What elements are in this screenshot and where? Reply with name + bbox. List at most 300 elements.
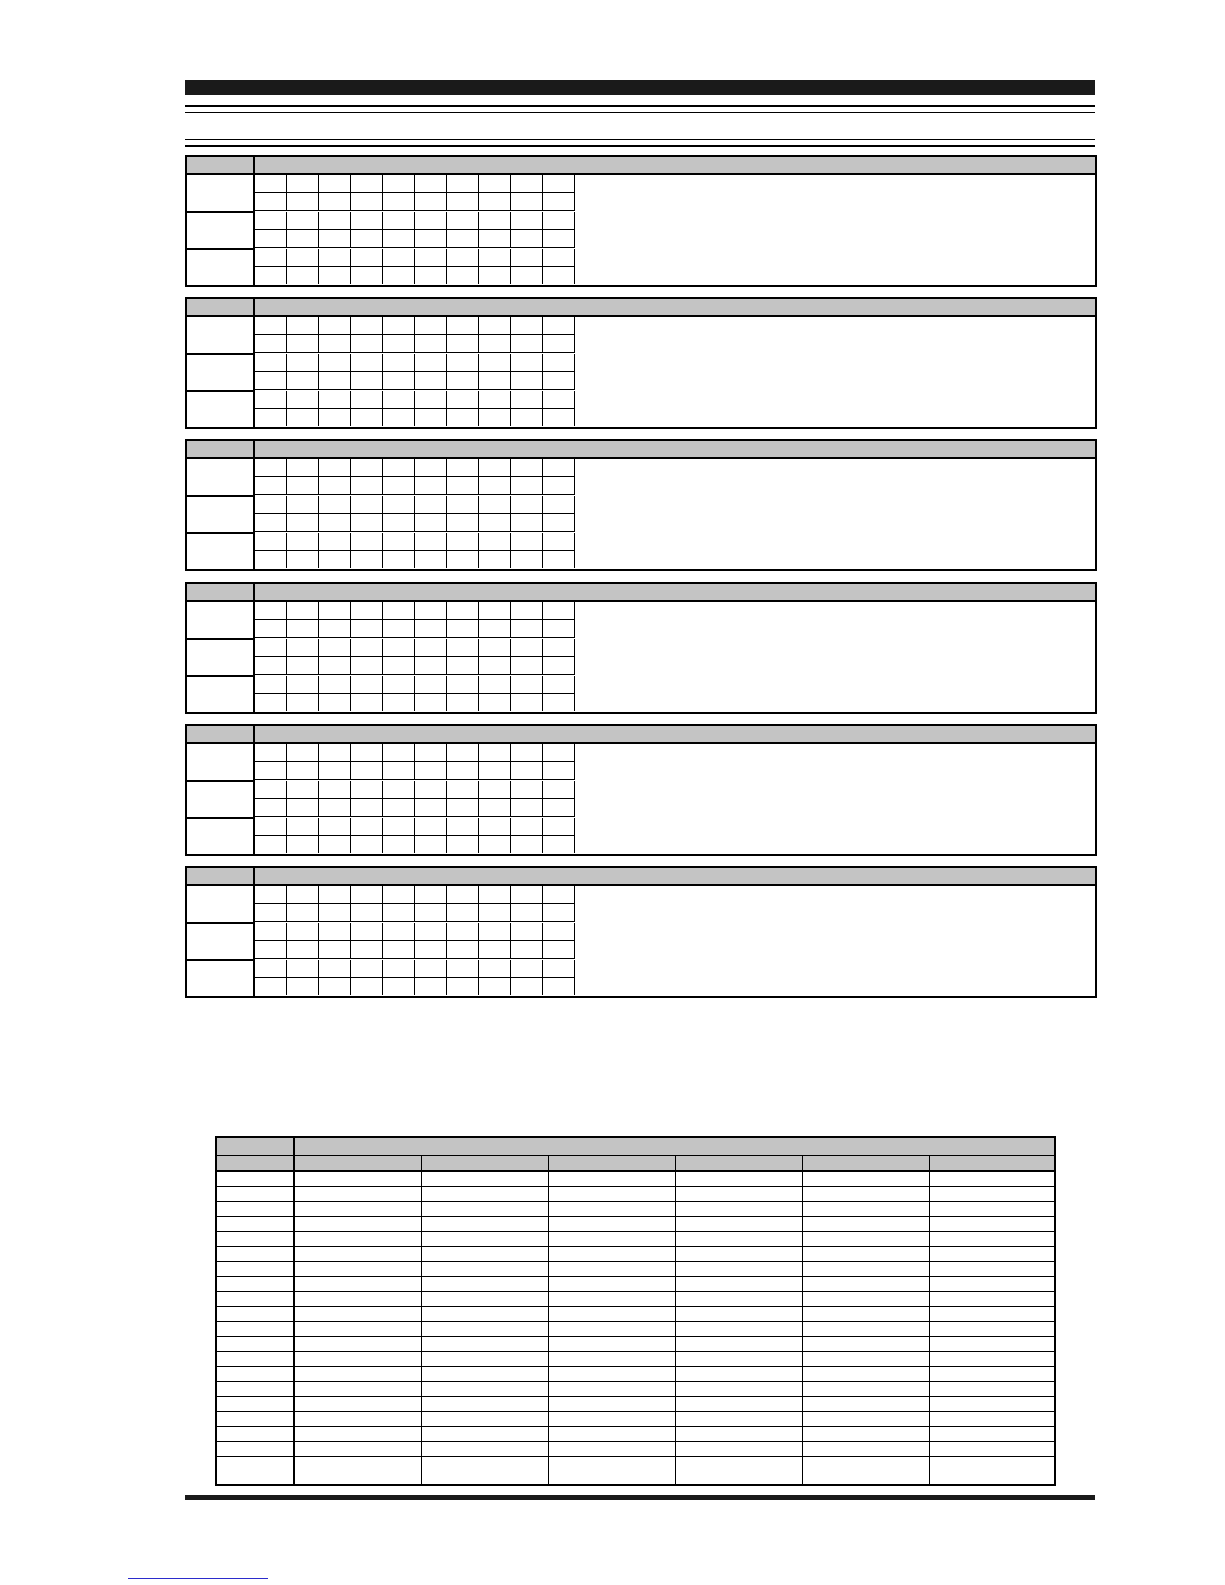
grid-cell[interactable]	[415, 496, 447, 514]
grid-cell[interactable]	[511, 175, 543, 193]
grid-cell[interactable]	[319, 602, 351, 620]
grid-cell[interactable]	[543, 175, 575, 193]
grid-cell[interactable]	[287, 459, 319, 477]
grid-cell[interactable]	[383, 978, 415, 995]
grid-cell[interactable]	[351, 781, 383, 799]
grid-cell[interactable]	[319, 781, 351, 799]
grid-cell[interactable]	[319, 639, 351, 657]
grid-cell[interactable]	[511, 230, 543, 248]
grid-cell[interactable]	[511, 799, 543, 817]
grid-cell[interactable]	[543, 744, 575, 762]
grid-cell[interactable]	[287, 904, 319, 922]
grid-cell[interactable]	[287, 657, 319, 675]
grid-cell[interactable]	[287, 496, 319, 514]
grid-cell[interactable]	[415, 335, 447, 353]
grid-cell[interactable]	[543, 477, 575, 495]
grid-cell[interactable]	[543, 317, 575, 335]
grid-cell[interactable]	[511, 904, 543, 922]
grid-cell[interactable]	[351, 496, 383, 514]
grid-cell[interactable]	[319, 744, 351, 762]
grid-cell[interactable]	[319, 496, 351, 514]
grid-cell[interactable]	[447, 459, 479, 477]
grid-cell[interactable]	[255, 836, 287, 853]
grid-cell[interactable]	[287, 694, 319, 711]
grid-cell[interactable]	[255, 514, 287, 532]
grid-cell[interactable]	[319, 941, 351, 959]
grid-cell[interactable]	[319, 193, 351, 211]
grid-cell[interactable]	[415, 477, 447, 495]
grid-cell[interactable]	[479, 514, 511, 532]
grid-cell[interactable]	[255, 904, 287, 922]
grid-cell[interactable]	[511, 335, 543, 353]
grid-cell[interactable]	[255, 744, 287, 762]
grid-cell[interactable]	[415, 230, 447, 248]
grid-cell[interactable]	[543, 372, 575, 390]
grid-cell[interactable]	[255, 249, 287, 267]
grid-cell[interactable]	[479, 960, 511, 978]
grid-cell[interactable]	[447, 372, 479, 390]
grid-cell[interactable]	[255, 602, 287, 620]
grid-cell[interactable]	[319, 335, 351, 353]
grid-cell[interactable]	[255, 391, 287, 409]
grid-cell[interactable]	[511, 620, 543, 638]
grid-cell[interactable]	[543, 657, 575, 675]
grid-cell[interactable]	[255, 694, 287, 711]
grid-cell[interactable]	[351, 249, 383, 267]
grid-cell[interactable]	[287, 372, 319, 390]
grid-cell[interactable]	[447, 694, 479, 711]
grid-cell[interactable]	[511, 886, 543, 904]
grid-cell[interactable]	[447, 551, 479, 568]
grid-cell[interactable]	[447, 781, 479, 799]
grid-cell[interactable]	[383, 249, 415, 267]
grid-cell[interactable]	[383, 657, 415, 675]
grid-cell[interactable]	[319, 267, 351, 284]
grid-cell[interactable]	[511, 762, 543, 780]
grid-cell[interactable]	[255, 639, 287, 657]
grid-cell[interactable]	[319, 514, 351, 532]
grid-cell[interactable]	[479, 904, 511, 922]
grid-cell[interactable]	[255, 551, 287, 568]
grid-cell[interactable]	[447, 904, 479, 922]
grid-cell[interactable]	[511, 694, 543, 711]
grid-cell[interactable]	[287, 762, 319, 780]
grid-cell[interactable]	[511, 818, 543, 836]
grid-cell[interactable]	[511, 978, 543, 995]
grid-cell[interactable]	[543, 212, 575, 230]
grid-cell[interactable]	[255, 657, 287, 675]
grid-cell[interactable]	[479, 533, 511, 551]
grid-cell[interactable]	[351, 836, 383, 853]
grid-cell[interactable]	[447, 762, 479, 780]
grid-cell[interactable]	[415, 514, 447, 532]
grid-cell[interactable]	[255, 459, 287, 477]
grid-cell[interactable]	[383, 193, 415, 211]
grid-cell[interactable]	[511, 744, 543, 762]
grid-cell[interactable]	[383, 496, 415, 514]
grid-cell[interactable]	[351, 212, 383, 230]
grid-cell[interactable]	[383, 354, 415, 372]
grid-cell[interactable]	[415, 533, 447, 551]
grid-cell[interactable]	[511, 354, 543, 372]
grid-cell[interactable]	[511, 317, 543, 335]
grid-cell[interactable]	[543, 978, 575, 995]
grid-cell[interactable]	[255, 477, 287, 495]
grid-cell[interactable]	[255, 762, 287, 780]
grid-cell[interactable]	[511, 602, 543, 620]
grid-cell[interactable]	[383, 639, 415, 657]
grid-cell[interactable]	[319, 409, 351, 426]
grid-cell[interactable]	[543, 762, 575, 780]
grid-cell[interactable]	[351, 602, 383, 620]
grid-cell[interactable]	[543, 230, 575, 248]
grid-cell[interactable]	[415, 551, 447, 568]
grid-cell[interactable]	[415, 960, 447, 978]
grid-cell[interactable]	[543, 459, 575, 477]
grid-cell[interactable]	[351, 620, 383, 638]
grid-cell[interactable]	[255, 886, 287, 904]
grid-cell[interactable]	[415, 744, 447, 762]
grid-cell[interactable]	[543, 193, 575, 211]
grid-cell[interactable]	[319, 694, 351, 711]
grid-cell[interactable]	[447, 249, 479, 267]
grid-cell[interactable]	[543, 551, 575, 568]
grid-cell[interactable]	[511, 193, 543, 211]
grid-cell[interactable]	[383, 836, 415, 853]
grid-cell[interactable]	[511, 477, 543, 495]
grid-cell[interactable]	[351, 175, 383, 193]
grid-cell[interactable]	[415, 459, 447, 477]
grid-cell[interactable]	[511, 212, 543, 230]
grid-cell[interactable]	[543, 496, 575, 514]
grid-cell[interactable]	[287, 354, 319, 372]
grid-cell[interactable]	[319, 354, 351, 372]
grid-cell[interactable]	[383, 781, 415, 799]
grid-cell[interactable]	[543, 781, 575, 799]
grid-cell[interactable]	[287, 249, 319, 267]
grid-cell[interactable]	[287, 639, 319, 657]
grid-cell[interactable]	[383, 620, 415, 638]
grid-cell[interactable]	[415, 372, 447, 390]
grid-cell[interactable]	[415, 639, 447, 657]
grid-cell[interactable]	[351, 335, 383, 353]
grid-cell[interactable]	[383, 477, 415, 495]
grid-cell[interactable]	[287, 960, 319, 978]
grid-cell[interactable]	[511, 781, 543, 799]
grid-cell[interactable]	[383, 602, 415, 620]
grid-cell[interactable]	[351, 459, 383, 477]
grid-cell[interactable]	[351, 886, 383, 904]
grid-cell[interactable]	[287, 818, 319, 836]
grid-cell[interactable]	[479, 886, 511, 904]
grid-cell[interactable]	[255, 781, 287, 799]
grid-cell[interactable]	[479, 354, 511, 372]
grid-cell[interactable]	[255, 212, 287, 230]
grid-cell[interactable]	[255, 620, 287, 638]
grid-cell[interactable]	[319, 904, 351, 922]
grid-cell[interactable]	[415, 267, 447, 284]
grid-cell[interactable]	[479, 923, 511, 941]
grid-cell[interactable]	[479, 409, 511, 426]
grid-cell[interactable]	[287, 335, 319, 353]
grid-cell[interactable]	[255, 230, 287, 248]
grid-cell[interactable]	[543, 514, 575, 532]
grid-cell[interactable]	[319, 551, 351, 568]
grid-cell[interactable]	[255, 676, 287, 694]
grid-cell[interactable]	[415, 904, 447, 922]
grid-cell[interactable]	[479, 676, 511, 694]
grid-cell[interactable]	[351, 551, 383, 568]
grid-cell[interactable]	[447, 799, 479, 817]
grid-cell[interactable]	[447, 836, 479, 853]
grid-cell[interactable]	[511, 657, 543, 675]
grid-cell[interactable]	[511, 960, 543, 978]
grid-cell[interactable]	[383, 212, 415, 230]
grid-cell[interactable]	[383, 409, 415, 426]
grid-cell[interactable]	[351, 267, 383, 284]
grid-cell[interactable]	[447, 639, 479, 657]
grid-cell[interactable]	[511, 551, 543, 568]
grid-cell[interactable]	[287, 886, 319, 904]
grid-cell[interactable]	[511, 923, 543, 941]
grid-cell[interactable]	[319, 799, 351, 817]
grid-cell[interactable]	[543, 409, 575, 426]
grid-cell[interactable]	[543, 335, 575, 353]
grid-cell[interactable]	[479, 978, 511, 995]
grid-cell[interactable]	[287, 620, 319, 638]
grid-cell[interactable]	[383, 818, 415, 836]
grid-cell[interactable]	[319, 836, 351, 853]
grid-cell[interactable]	[351, 657, 383, 675]
grid-cell[interactable]	[543, 267, 575, 284]
grid-cell[interactable]	[511, 391, 543, 409]
grid-cell[interactable]	[479, 694, 511, 711]
grid-cell[interactable]	[543, 886, 575, 904]
grid-cell[interactable]	[415, 657, 447, 675]
grid-cell[interactable]	[255, 267, 287, 284]
grid-cell[interactable]	[511, 459, 543, 477]
grid-cell[interactable]	[287, 317, 319, 335]
grid-cell[interactable]	[479, 620, 511, 638]
grid-cell[interactable]	[255, 372, 287, 390]
grid-cell[interactable]	[479, 372, 511, 390]
grid-cell[interactable]	[351, 639, 383, 657]
grid-cell[interactable]	[287, 391, 319, 409]
grid-cell[interactable]	[351, 762, 383, 780]
grid-cell[interactable]	[287, 212, 319, 230]
grid-cell[interactable]	[351, 799, 383, 817]
grid-cell[interactable]	[351, 372, 383, 390]
grid-cell[interactable]	[351, 230, 383, 248]
grid-cell[interactable]	[287, 533, 319, 551]
grid-cell[interactable]	[255, 818, 287, 836]
grid-cell[interactable]	[479, 551, 511, 568]
grid-cell[interactable]	[383, 391, 415, 409]
grid-cell[interactable]	[351, 317, 383, 335]
grid-cell[interactable]	[415, 978, 447, 995]
grid-cell[interactable]	[511, 676, 543, 694]
grid-cell[interactable]	[383, 533, 415, 551]
grid-cell[interactable]	[351, 676, 383, 694]
grid-cell[interactable]	[255, 409, 287, 426]
grid-cell[interactable]	[351, 391, 383, 409]
grid-cell[interactable]	[255, 923, 287, 941]
grid-cell[interactable]	[383, 514, 415, 532]
grid-cell[interactable]	[415, 409, 447, 426]
grid-cell[interactable]	[511, 533, 543, 551]
grid-cell[interactable]	[479, 391, 511, 409]
grid-cell[interactable]	[319, 391, 351, 409]
grid-cell[interactable]	[479, 317, 511, 335]
grid-cell[interactable]	[319, 477, 351, 495]
grid-cell[interactable]	[447, 941, 479, 959]
grid-cell[interactable]	[319, 249, 351, 267]
grid-cell[interactable]	[479, 267, 511, 284]
grid-cell[interactable]	[479, 175, 511, 193]
grid-cell[interactable]	[543, 818, 575, 836]
grid-cell[interactable]	[287, 799, 319, 817]
grid-cell[interactable]	[447, 267, 479, 284]
grid-cell[interactable]	[287, 193, 319, 211]
grid-cell[interactable]	[383, 676, 415, 694]
grid-cell[interactable]	[319, 818, 351, 836]
grid-cell[interactable]	[319, 533, 351, 551]
grid-cell[interactable]	[287, 514, 319, 532]
grid-cell[interactable]	[319, 978, 351, 995]
grid-cell[interactable]	[543, 354, 575, 372]
grid-cell[interactable]	[383, 960, 415, 978]
grid-cell[interactable]	[447, 496, 479, 514]
grid-cell[interactable]	[383, 762, 415, 780]
grid-cell[interactable]	[383, 744, 415, 762]
grid-cell[interactable]	[543, 533, 575, 551]
grid-cell[interactable]	[319, 212, 351, 230]
grid-cell[interactable]	[479, 799, 511, 817]
grid-cell[interactable]	[415, 317, 447, 335]
grid-cell[interactable]	[415, 212, 447, 230]
grid-cell[interactable]	[287, 477, 319, 495]
grid-cell[interactable]	[479, 941, 511, 959]
grid-cell[interactable]	[415, 620, 447, 638]
grid-cell[interactable]	[543, 602, 575, 620]
grid-cell[interactable]	[447, 676, 479, 694]
grid-cell[interactable]	[383, 551, 415, 568]
grid-cell[interactable]	[319, 620, 351, 638]
grid-cell[interactable]	[415, 799, 447, 817]
grid-cell[interactable]	[415, 886, 447, 904]
footer-link[interactable]	[128, 1578, 268, 1580]
grid-cell[interactable]	[319, 459, 351, 477]
grid-cell[interactable]	[511, 496, 543, 514]
grid-cell[interactable]	[383, 175, 415, 193]
grid-cell[interactable]	[479, 249, 511, 267]
grid-cell[interactable]	[543, 960, 575, 978]
grid-cell[interactable]	[447, 514, 479, 532]
grid-cell[interactable]	[447, 533, 479, 551]
grid-cell[interactable]	[415, 923, 447, 941]
grid-cell[interactable]	[415, 193, 447, 211]
grid-cell[interactable]	[415, 762, 447, 780]
grid-cell[interactable]	[447, 818, 479, 836]
grid-cell[interactable]	[447, 212, 479, 230]
grid-cell[interactable]	[287, 836, 319, 853]
grid-cell[interactable]	[287, 175, 319, 193]
grid-cell[interactable]	[383, 267, 415, 284]
grid-cell[interactable]	[287, 923, 319, 941]
grid-cell[interactable]	[479, 193, 511, 211]
grid-cell[interactable]	[287, 230, 319, 248]
grid-cell[interactable]	[287, 551, 319, 568]
grid-cell[interactable]	[543, 391, 575, 409]
grid-cell[interactable]	[511, 941, 543, 959]
grid-cell[interactable]	[351, 960, 383, 978]
grid-cell[interactable]	[319, 372, 351, 390]
grid-cell[interactable]	[511, 639, 543, 657]
grid-cell[interactable]	[543, 694, 575, 711]
grid-cell[interactable]	[415, 694, 447, 711]
grid-cell[interactable]	[287, 781, 319, 799]
grid-cell[interactable]	[447, 477, 479, 495]
grid-cell[interactable]	[479, 657, 511, 675]
grid-cell[interactable]	[255, 941, 287, 959]
grid-cell[interactable]	[383, 904, 415, 922]
grid-cell[interactable]	[447, 744, 479, 762]
grid-cell[interactable]	[287, 941, 319, 959]
grid-cell[interactable]	[543, 904, 575, 922]
grid-cell[interactable]	[479, 459, 511, 477]
grid-cell[interactable]	[415, 249, 447, 267]
grid-cell[interactable]	[351, 904, 383, 922]
grid-cell[interactable]	[447, 602, 479, 620]
grid-cell[interactable]	[447, 335, 479, 353]
grid-cell[interactable]	[351, 923, 383, 941]
grid-cell[interactable]	[383, 230, 415, 248]
grid-cell[interactable]	[447, 657, 479, 675]
grid-cell[interactable]	[319, 175, 351, 193]
grid-cell[interactable]	[511, 372, 543, 390]
grid-cell[interactable]	[415, 941, 447, 959]
grid-cell[interactable]	[415, 391, 447, 409]
grid-cell[interactable]	[319, 762, 351, 780]
grid-cell[interactable]	[415, 836, 447, 853]
grid-cell[interactable]	[447, 354, 479, 372]
grid-cell[interactable]	[351, 354, 383, 372]
grid-cell[interactable]	[287, 409, 319, 426]
grid-cell[interactable]	[511, 514, 543, 532]
grid-cell[interactable]	[351, 409, 383, 426]
grid-cell[interactable]	[447, 923, 479, 941]
grid-cell[interactable]	[479, 212, 511, 230]
grid-cell[interactable]	[255, 799, 287, 817]
grid-cell[interactable]	[319, 886, 351, 904]
grid-cell[interactable]	[479, 230, 511, 248]
grid-cell[interactable]	[383, 941, 415, 959]
grid-cell[interactable]	[479, 744, 511, 762]
grid-cell[interactable]	[255, 335, 287, 353]
grid-cell[interactable]	[479, 762, 511, 780]
grid-cell[interactable]	[383, 694, 415, 711]
grid-cell[interactable]	[543, 836, 575, 853]
grid-cell[interactable]	[351, 744, 383, 762]
grid-cell[interactable]	[543, 799, 575, 817]
grid-cell[interactable]	[383, 372, 415, 390]
grid-cell[interactable]	[287, 978, 319, 995]
grid-cell[interactable]	[479, 639, 511, 657]
grid-cell[interactable]	[543, 249, 575, 267]
grid-cell[interactable]	[447, 175, 479, 193]
grid-cell[interactable]	[255, 193, 287, 211]
grid-cell[interactable]	[255, 533, 287, 551]
